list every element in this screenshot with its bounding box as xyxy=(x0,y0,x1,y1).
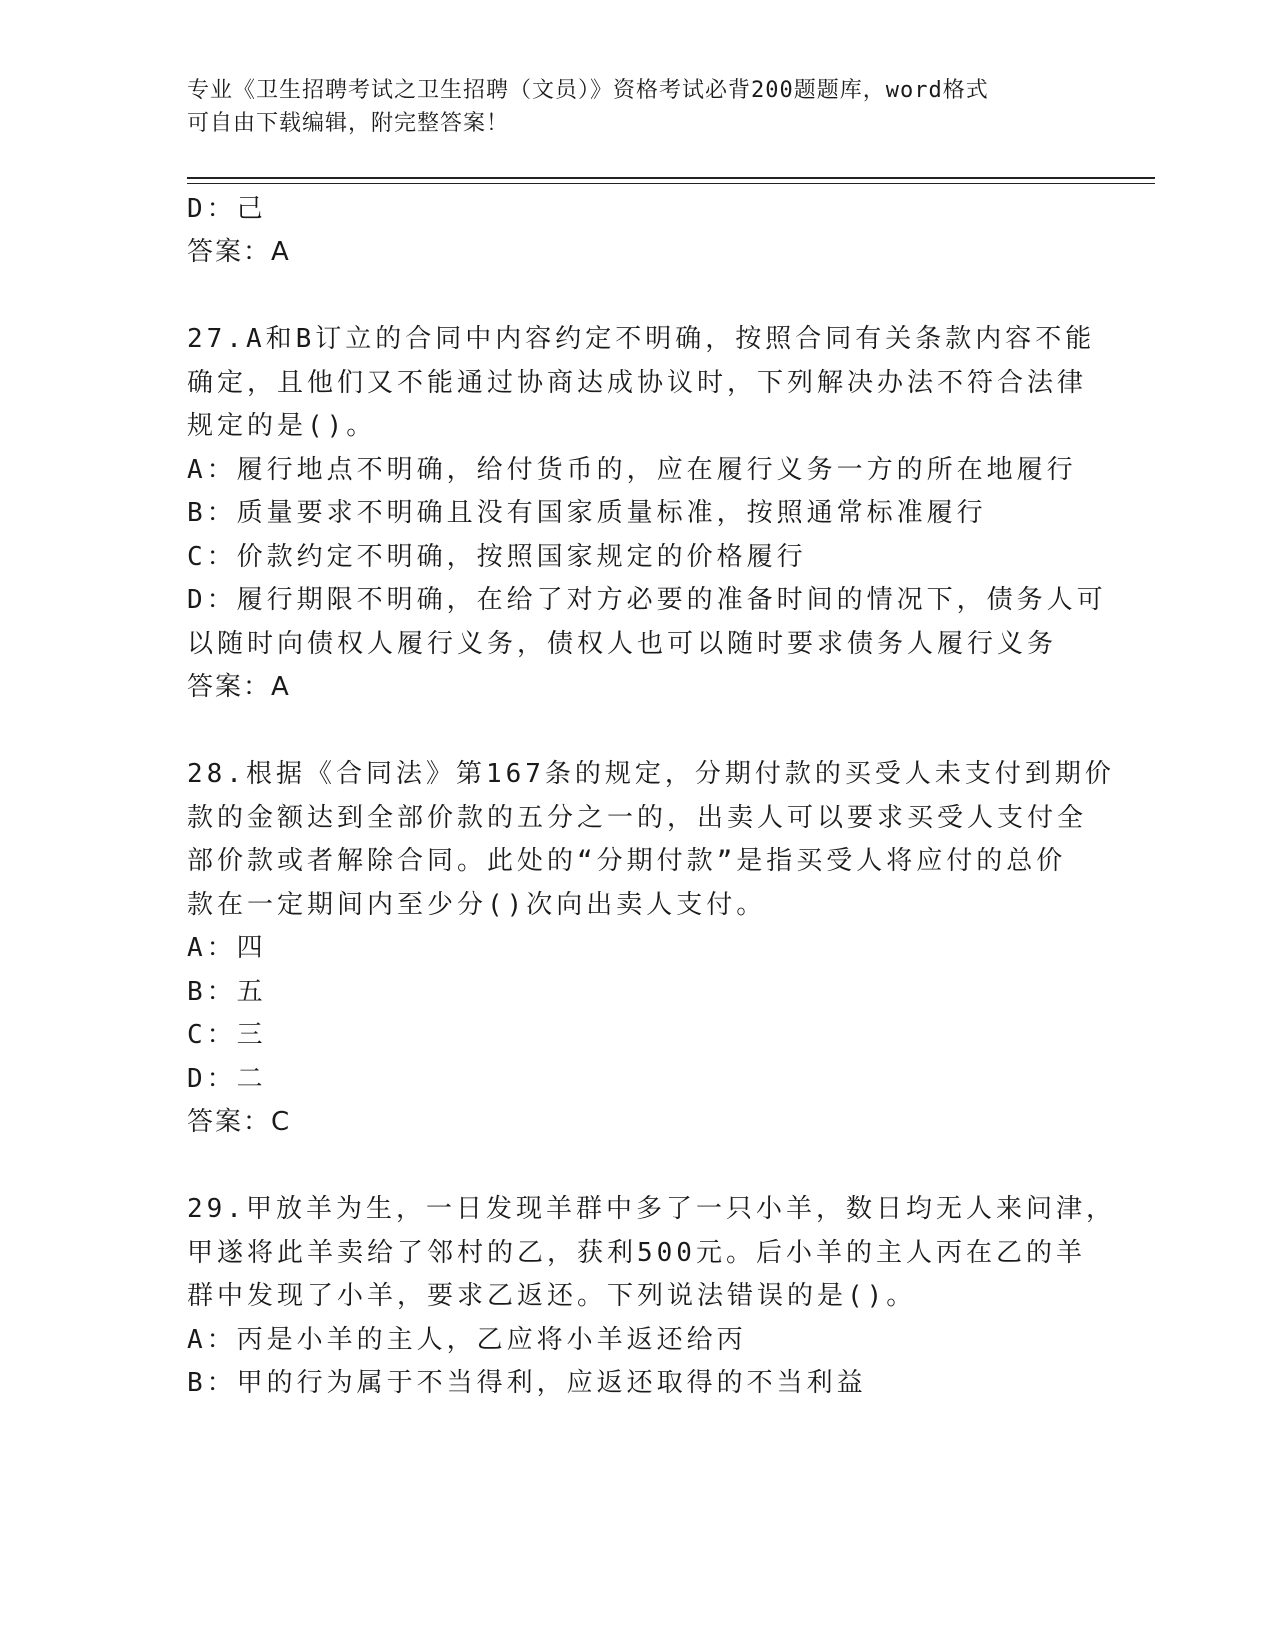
q28-stem-line4: 款在一定期间内至少分()次向出卖人支付。 xyxy=(187,890,767,920)
q27-option-d-line2: 以随时向债权人履行义务，债权人也可以随时要求债务人履行义务 xyxy=(187,629,1058,659)
q27-stem-line1: 27.A和B订立的合同中内容约定不明确，按照合同有关条款内容不能 xyxy=(187,324,1096,354)
q27-stem-line2: 确定，且他们又不能通过协商达成协议时，下列解决办法不符合法律 xyxy=(187,368,1088,398)
q28-option-a: A：四 xyxy=(187,933,267,963)
q29-stem-line1: 29.甲放羊为生，一日发现羊群中多了一只小羊，数日均无人来问津， xyxy=(187,1194,1116,1224)
q28-stem-line1: 28.根据《合同法》第167条的规定，分期付款的买受人未支付到期价 xyxy=(187,759,1115,789)
q28-answer: 答案：C xyxy=(187,1107,292,1137)
prev-option-d: D：己 xyxy=(187,194,267,224)
page-header xyxy=(187,74,1087,140)
q27-option-d-line1: D：履行期限不明确，在给了对方必要的准备时间的情况下，债务人可 xyxy=(187,585,1107,615)
q27-option-b: B：质量要求不明确且没有国家质量标准，按照通常标准履行 xyxy=(187,498,987,528)
q29-stem-line3: 群中发现了小羊，要求乙返还。下列说法错误的是()。 xyxy=(187,1281,917,1311)
header-title-line1: 专业《卫生招聘考试之卫生招聘（文员）》资格考试必背200题题库，word格式 xyxy=(187,78,989,103)
header-title-line2: 可自由下载编辑，附完整答案！ xyxy=(187,111,510,136)
q27-option-c: C：价款约定不明确，按照国家规定的价格履行 xyxy=(187,542,807,572)
header-divider-thin xyxy=(187,183,1155,184)
q28-stem-line2: 款的金额达到全部价款的五分之一的，出卖人可以要求买受人支付全 xyxy=(187,803,1088,833)
q28-stem-line3: 部价款或者解除合同。此处的“分期付款”是指买受人将应付的总价 xyxy=(187,846,1067,876)
q28-option-b: B：五 xyxy=(187,977,267,1007)
q29-option-a: A：丙是小羊的主人，乙应将小羊返还给丙 xyxy=(187,1325,747,1355)
q27-answer: 答案：A xyxy=(187,672,291,702)
prev-answer: 答案：A xyxy=(187,237,291,267)
q27-stem-line3: 规定的是()。 xyxy=(187,411,377,441)
q28-option-c: C：三 xyxy=(187,1020,267,1050)
q28-option-d: D：二 xyxy=(187,1064,267,1094)
header-divider-thick xyxy=(187,177,1155,179)
q27-option-a: A：履行地点不明确，给付货币的，应在履行义务一方的所在地履行 xyxy=(187,455,1077,485)
q29-stem-line2: 甲遂将此羊卖给了邻村的乙，获利500元。后小羊的主人丙在乙的羊 xyxy=(187,1238,1086,1268)
q29-option-b: B：甲的行为属于不当得利，应返还取得的不当利益 xyxy=(187,1368,867,1398)
